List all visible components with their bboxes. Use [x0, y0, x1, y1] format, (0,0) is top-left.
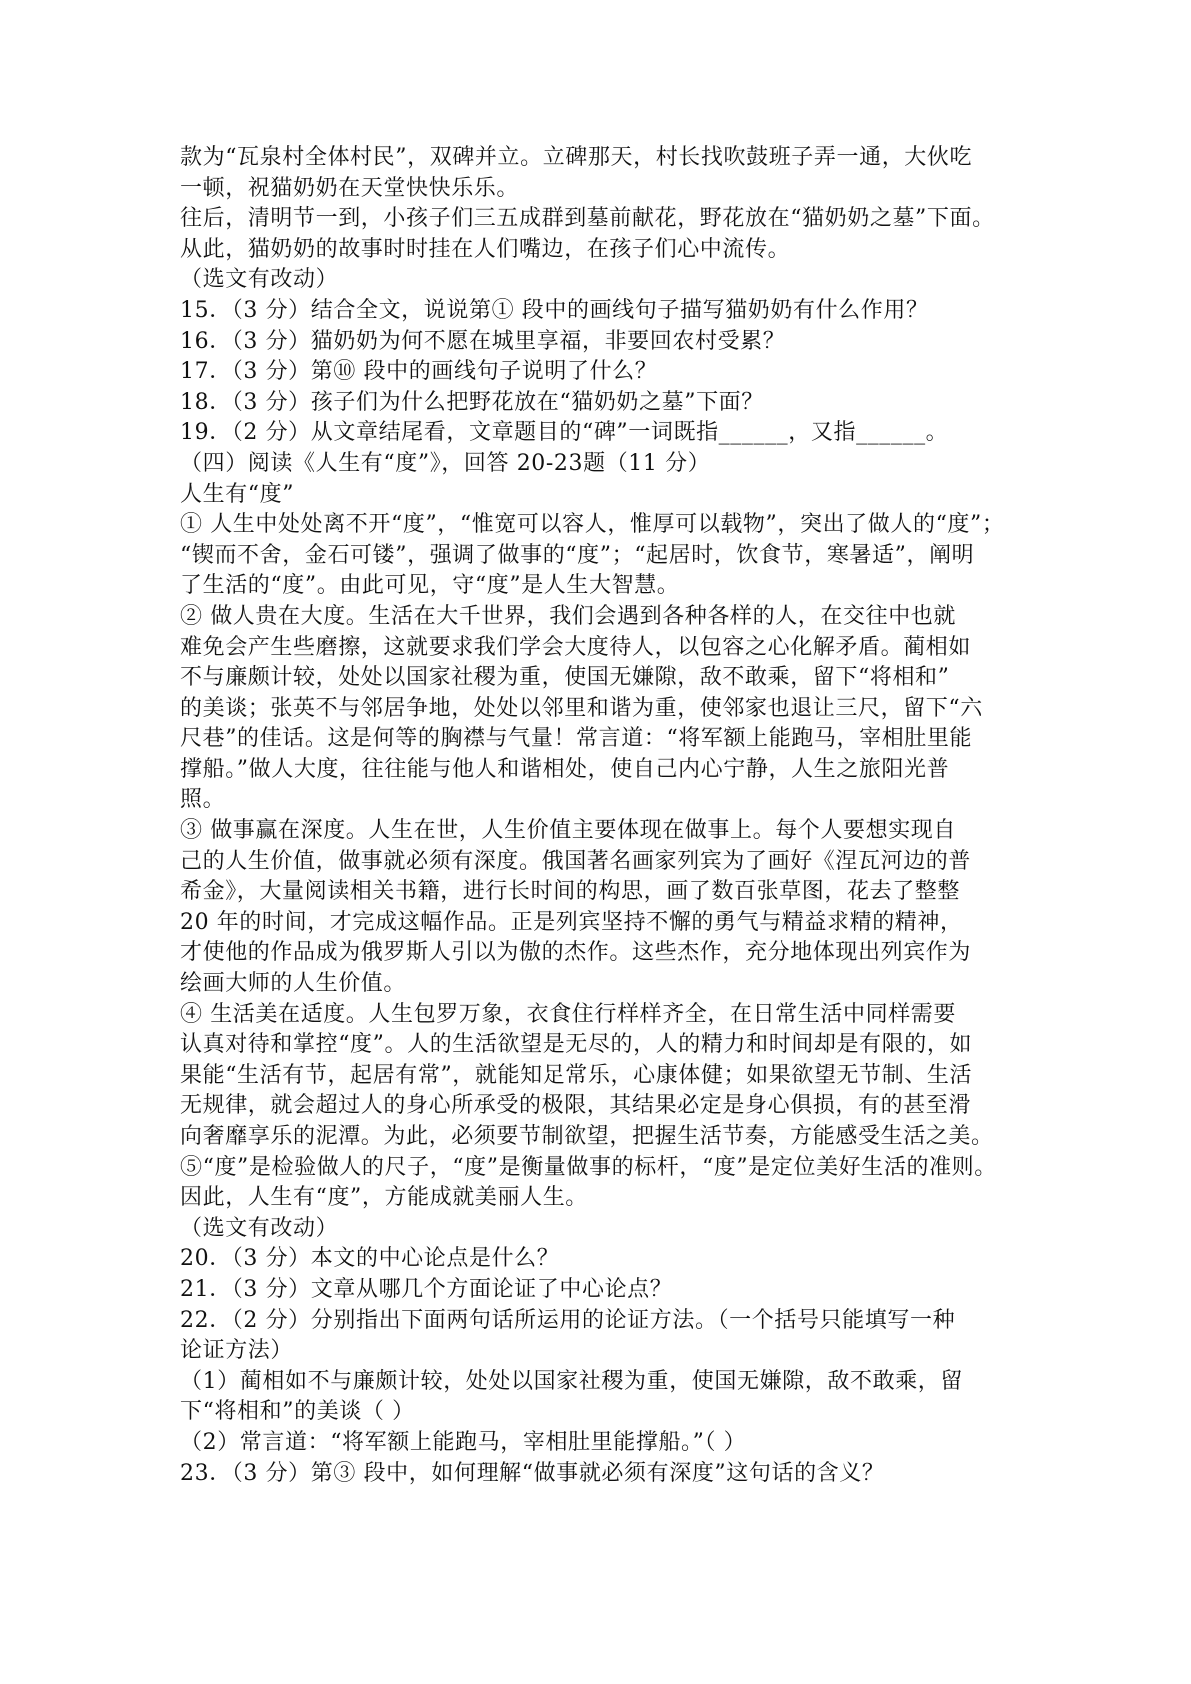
text-line: 一顿，祝猫奶奶在天堂快快乐乐。	[180, 175, 520, 201]
text-line: 果能“生活有节，起居有常”，就能知足常乐，心康体健；如果欲望无节制、生活	[180, 1062, 973, 1088]
section-heading: （四）阅读《人生有“度”》，回答 20-23题（11 分）	[180, 450, 711, 476]
question-23: 23．（3 分）第③ 段中，如何理解“做事就必须有深度”这句话的含义？	[180, 1460, 885, 1486]
text-line: ① 人生中处处离不开“度”，“惟宽可以容人，惟厚可以载物”，突出了做人的“度”；	[180, 512, 1005, 538]
question-19: 19．（2 分）从文章结尾看，文章题目的“碑”一词既指______，又指______。	[180, 420, 949, 446]
text-line: 己的人生价值，做事就必须有深度。俄国著名画家列宾为了画好《涅瓦河边的普	[180, 848, 972, 874]
text-line: 因此，人生有“度”，方能成就美丽人生。	[180, 1185, 588, 1211]
text-line: 了生活的“度”。由此可见，守“度”是人生大智慧。	[180, 573, 680, 599]
question-15: 15．（3 分）结合全文，说说第① 段中的画线句子描写猫奶奶有什么作用？	[180, 297, 929, 323]
document-page	[180, 143, 1010, 1489]
question-22-item-2: （2）常言道：“将军额上能跑马，宰相肚里能撑船。”（ ）	[180, 1429, 747, 1455]
question-17: 17．（3 分）第⑩ 段中的画线句子说明了什么？	[180, 359, 658, 385]
text-line: ④ 生活美在适度。人生包罗万象，衣食住行样样齐全，在日常生活中同样需要	[180, 1001, 956, 1027]
article-title: 人生有“度”	[180, 481, 295, 507]
text-line: 尺巷”的佳话。这是何等的胸襟与气量！常言道：“将军额上能跑马，宰相肚里能	[180, 726, 973, 752]
text-line: 照。	[180, 787, 226, 813]
question-22-item-1: （1）蔺相如不与廉颇计较，处处以国家社稷为重，使国无嫌隙，敌不敢乘，留	[180, 1368, 963, 1394]
text-line: 难免会产生些磨擦，这就要求我们学会大度待人，以包容之心化解矛盾。蔺相如	[180, 634, 972, 660]
text-line: 无规律，就会超过人的身心所承受的极限，其结果必定是身心俱损，有的甚至滑	[180, 1093, 972, 1119]
text-line: 的美谈；张英不与邻居争地，处处以邻里和谐为重，使邻家也退让三尺，留下“六	[180, 695, 983, 721]
text-line: 希金》，大量阅读相关书籍，进行长时间的构思，画了数百张草图，花去了整整	[180, 879, 961, 905]
text-line: ② 做人贵在大度。生活在大千世界，我们会遇到各种各样的人，在交往中也就	[180, 603, 956, 629]
question-18: 18．（3 分）孩子们为什么把野花放在“猫奶奶之墓”下面？	[180, 389, 764, 415]
question-20: 20．（3 分）本文的中心论点是什么？	[180, 1246, 560, 1272]
text-line: 不与廉颇计较，处处以国家社稷为重，使国无嫌隙，敌不敢乘，留下“将相和”	[180, 665, 950, 691]
text-line: 认真对待和掌控“度”。人的生活欲望是无尽的，人的精力和时间却是有限的，如	[180, 1032, 973, 1058]
text-line: 绘画大师的人生价值。	[180, 971, 407, 997]
text-line: “锲而不舍，金石可镂”，强调了做事的“度”；“起居时，饮食节，寒暑适”，阐明	[180, 542, 975, 568]
text-line: 才使他的作品成为俄罗斯人引以为傲的杰作。这些杰作，充分地体现出列宾作为	[180, 940, 972, 966]
question-22: 22．（2 分）分别指出下面两句话所运用的论证方法。（一个括号只能填写一种	[180, 1307, 956, 1333]
source-note: （选文有改动）	[180, 1215, 339, 1241]
question-21: 21．（3 分）文章从哪几个方面论证了中心论点？	[180, 1276, 673, 1302]
text-line: 撑船。”做人大度，往往能与他人和谐相处，使自己内心宁静，人生之旅阳光普	[180, 756, 950, 782]
source-note: （选文有改动）	[180, 267, 339, 293]
question-22-item-1-cont: 下“将相和”的美谈（ ）	[180, 1399, 415, 1425]
text-line: 向奢靡享乐的泥潭。为此，必须要节制欲望，把握生活节奏，方能感受生活之美。	[180, 1124, 994, 1149]
text-line: 从此，猫奶奶的故事时时挂在人们嘴边，在孩子们心中流传。	[180, 236, 791, 262]
text-line: 20 年的时间，才完成这幅作品。正是列宾坚持不懈的勇气与精益求精的精神，	[180, 909, 963, 935]
text-line: ⑤“度”是检验做人的尺子，“度”是衡量做事的标杆，“度”是定位美好生活的准则。	[180, 1154, 997, 1180]
question-22-cont: 论证方法）	[180, 1338, 294, 1364]
text-line: 往后，清明节一到，小孩子们三五成群到墓前献花，野花放在“猫奶奶之墓”下面。	[180, 206, 995, 232]
text-line: ③ 做事赢在深度。人生在世，人生价值主要体现在做事上。每个人要想实现自	[180, 818, 956, 844]
question-16: 16．（3 分）猫奶奶为何不愿在城里享福，非要回农村受累？	[180, 328, 786, 354]
text-line: 款为“瓦泉村全体村民”，双碑并立。立碑那天，村长找吹鼓班子弄一通，大伙吃	[180, 145, 973, 170]
